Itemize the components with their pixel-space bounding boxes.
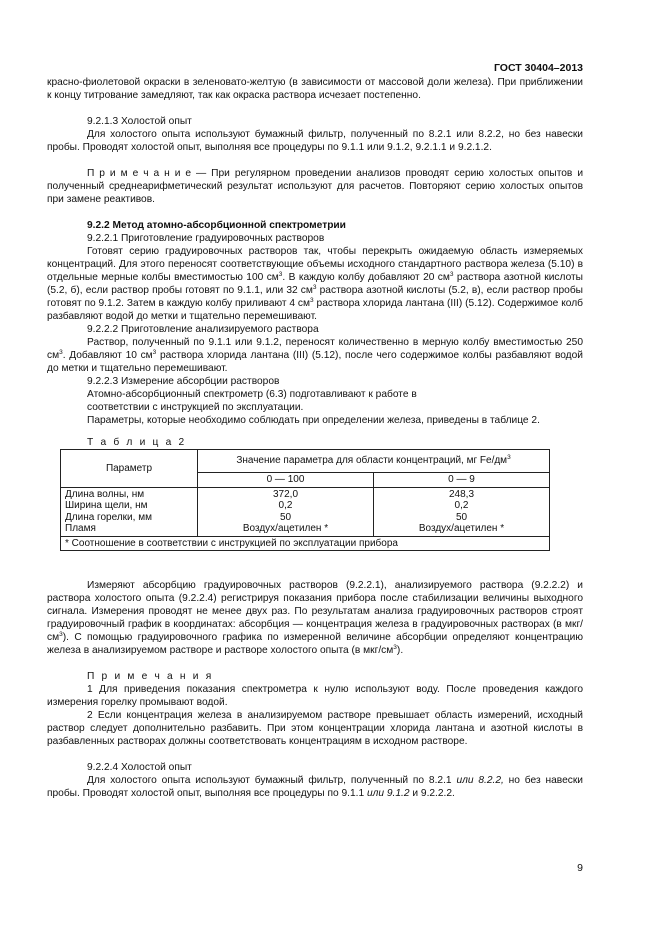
section-9222-text: Раствор, полученный по 9.1.1 или 9.1.2, переносят количественно в мерную колбу вместимостью 250 $см^3$. Добавляют 10 $см^3$ раствора хлорида лантана (III) (5.12), после чего содержимое колбы разбавляют водой до метки и тщательно перемешивают. (47, 337, 583, 374)
note-1-text: — При регулярном проведении анализов проводят серию холостых опытов и полученный среднеарифметический результат используют для расчетов. Повторяют серию холостых опытов при замене реактивов. (47, 168, 584, 205)
section-9221-text: Готовят серию градуировочных растворов так, чтобы перекрыть ожидаемую область измеряемых концентраций. Для этого переносят соответствующие объемы исходного стандартного раствора железа (5.10) в отдельные мерные колбы вместимостью 100 $см^3$. В каждую колбу добавляют 20 $см^3$ раствора азотной кислоты (5.2, б), если раствор пробы готовят по 9.1.1, или 32 $см^3$ раствора азотной кислоты (5.2, в), если раствор пробы готовят по 9.1.2. Затем в каждую колбу приливают 4 $см^3$ раствора хлорида лантана (III) (5.12). Содержимое колб разбавляют водой до метки и тщательно перемешивают. (47, 246, 584, 322)
table-2 (60, 449, 550, 551)
section-9213-title: 9.2.1.3 Холостой опыт (87, 116, 192, 127)
section-9224-text: Для холостого опыта используют бумажный фильтр, полученный по 8.2.1 или 8.2.2, но без навески пробы. Проводят холостой опыт, выполняя все процедуры по 9.1.1 или 9.1.2 и 9.2.2.2. (47, 775, 583, 799)
section-922-title: 9.2.2 Метод атомно-абсорбционной спектрометрии (87, 220, 346, 231)
measurement-paragraph: Измеряют абсорбцию градуировочных растворов (9.2.2.1), анализируемого раствора (9.2.2.2) и раствора холостого опыта (9.2.2.4) регистрируя показания прибора после стабилизации величины выходного сигнала. Измерения проводят не менее двух раз. По результатам анализа градуировочных растворов строят градуировочный график в координатах: абсорбция — концентрация железа в градуировочных растворах (в мкг/$см^3$). С помощью градуировочного графика по измеренной величине абсорбции определяют концентрацию железа в анализируемом растворе и растворе холостого опыта (в мкг/$см^3$). (47, 580, 583, 656)
section-9222-title: 9.2.2.2 Приготовление анализируемого раствора (87, 324, 319, 335)
section-9223-title: 9.2.2.3 Измерение абсорбции растворов (87, 376, 280, 387)
notes-2-item-2: 2 Если концентрация железа в анализируемом растворе превышает область измерений, исходный раствор следует дополнительно разбавить. При этом концентрации хлорида лантана и азотной кислоты в разбавленных растворах должны соответствовать концентрациям в исходном растворе. (47, 710, 583, 747)
table-param-header: Параметр (61, 450, 198, 488)
paragraph-titration-end: красно-фиолетовой окраски в зеленовато-желтую (в зависимости от массовой доли железа). При приближении к концу титрование замедляют, так как окраска раствора исчезает постепенно. (47, 77, 583, 101)
section-9223-line-1: Атомно-абсорбционный спектрометр (6.3) подготавливают к работе в (87, 389, 417, 400)
table-col2-values: 248,3 0,2 50 Воздух/ацетилен * (374, 487, 550, 536)
table-col1-values: 372,0 0,2 50 Воздух/ацетилен * (198, 487, 374, 536)
section-9224-title: 9.2.2.4 Холостой опыт (87, 762, 192, 773)
table-range-2: 0 — 9 (374, 473, 550, 488)
notes-2-label: П р и м е ч а н и я (87, 671, 214, 682)
section-9223-line-2: соответствии с инструкцией по эксплуатации. (87, 402, 304, 413)
table-value-header: Значение параметра для области концентраций, мг $Fe/дм^3$ (198, 450, 550, 473)
notes-2-item-1: 1 Для приведения показания спектрометра к нулю используют воду. После проведения каждого измерения горелку промывают водой. (47, 684, 583, 708)
table-param-names: Длина волны, нм Ширина щели, нм Длина горелки, мм Пламя (61, 487, 198, 536)
document-code: ГОСТ 30404–2013 (493, 62, 583, 74)
section-9221-title: 9.2.2.1 Приготовление градуировочных растворов (87, 233, 325, 244)
table-range-1: 0 — 100 (198, 473, 374, 488)
note-1 (47, 167, 583, 206)
table-footnote: * Соотношение в соответствии с инструкцией по эксплуатации прибора (61, 536, 550, 551)
page-number: 9 (577, 862, 583, 874)
note-1-label: П р и м е ч а н и е (87, 168, 192, 179)
section-9213-text: Для холостого опыта используют бумажный фильтр, полученный по 8.2.1 или 8.2.2, но без навески пробы. Проводят холостой опыт, выполняя все процедуры по 9.1.1 или 9.1.2, 9.2.1.1 и 9.2.1.2. (47, 129, 583, 153)
table-2-caption: Т а б л и ц а 2 (87, 437, 187, 448)
page-body (47, 76, 583, 800)
section-9223-params: Параметры, которые необходимо соблюдать при определении железа, приведены в таблице 2. (87, 415, 540, 426)
